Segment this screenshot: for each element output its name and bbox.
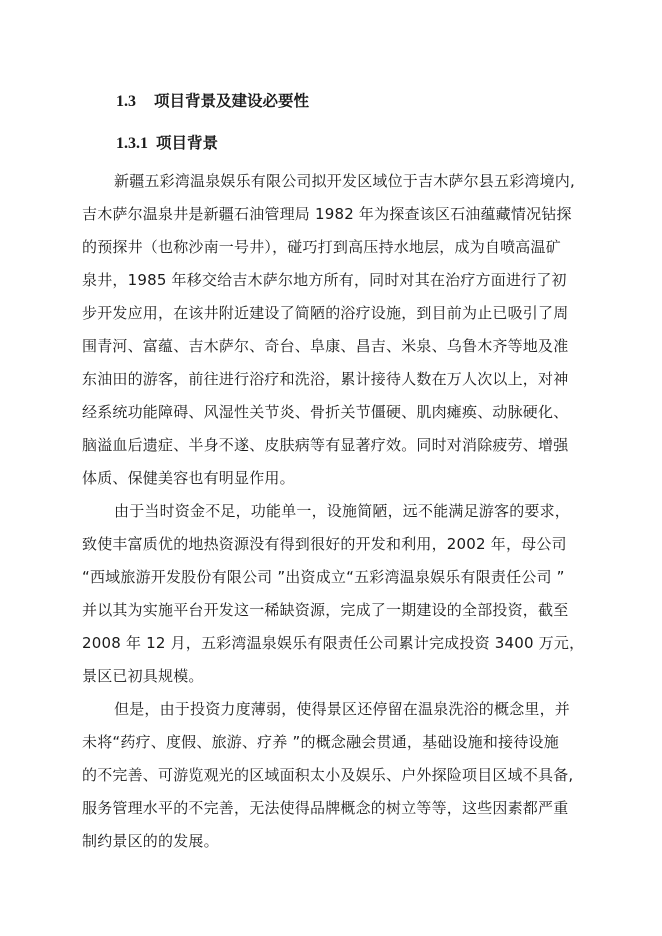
text-line: 未将“药疗、度假、旅游、疗养 ”的概念融会贯通，基础设施和接待设施 <box>82 733 559 751</box>
text-line: 致使丰富质优的地热资源没有得到很好的开发和利用，2002 年，母公司 <box>82 535 567 553</box>
text-line: 的预探井（也称沙南一号井），碰巧打到高压持水地层，成为自喷高温矿 <box>82 238 561 256</box>
text-line: 吉木萨尔温泉井是新疆石油管理局 1982 年为探查该区石油蕴藏情况钻探 <box>82 205 572 223</box>
text-line: 2008 年 12 月，五彩湾温泉娱乐有限责任公司累计完成投资 3400 万元， <box>82 634 585 652</box>
text-line: 体质、保健美容也有明显作用。 <box>82 469 295 487</box>
section-title: 项目背景及建设必要性 <box>154 92 310 110</box>
text-line: 并以其为实施平台开发这一稀缺资源，完成了一期建设的全部投资，截至 <box>82 601 569 619</box>
text-line: 的不完善、可游览观光的区域面积太小及娱乐、户外探险项目区域不具备, <box>82 766 574 784</box>
text-line: 新疆五彩湾温泉娱乐有限公司拟开发区域位于吉木萨尔县五彩湾境内, <box>114 172 575 190</box>
subsection-title: 项目背景 <box>156 134 219 152</box>
text-line: 制约景区的的发展。 <box>82 832 219 850</box>
text-line: 东油田的游客，前往进行浴疗和洗浴，累计接待人数在万人次以上，对神 <box>82 370 569 388</box>
text-line: 但是，由于投资力度薄弱，使得景区还停留在温泉洗浴的概念里，并 <box>114 700 571 718</box>
subsection-heading <box>116 131 218 153</box>
text-line: 服务管理水平的不完善，无法使得品牌概念的树立等等，这些因素都严重 <box>82 799 569 817</box>
text-line: 泉井，1985 年移交给吉木萨尔地方所有，同时对其在治疗方面进行了初 <box>82 271 567 289</box>
text-line: 由于当时资金不足，功能单一，设施简陋，远不能满足游客的要求， <box>114 502 571 520</box>
text-line: “西域旅游开发股份有限公司 ”出资成立“五彩湾温泉娱乐有限责任公司 ” <box>82 568 565 586</box>
section-number: 1.3 <box>116 93 136 110</box>
text-line: 景区已初具规模。 <box>82 667 204 685</box>
subsection-number: 1.3.1 <box>116 135 148 152</box>
text-line: 经系统功能障碍、风湿性关节炎、骨折关节僵硬、肌肉瘫痪、动脉硬化、 <box>82 403 569 421</box>
text-line: 围青河、富蕴、吉木萨尔、奇台、阜康、昌吉、米泉、乌鲁木齐等地及准 <box>82 337 569 355</box>
text-line: 步开发应用，在该井附近建设了简陋的浴疗设施，到目前为止已吸引了周 <box>82 304 569 322</box>
section-heading <box>116 89 309 111</box>
text-line: 脑溢血后遗症、半身不遂、皮肤病等有显著疗效。同时对消除疲劳、增强 <box>82 436 569 454</box>
